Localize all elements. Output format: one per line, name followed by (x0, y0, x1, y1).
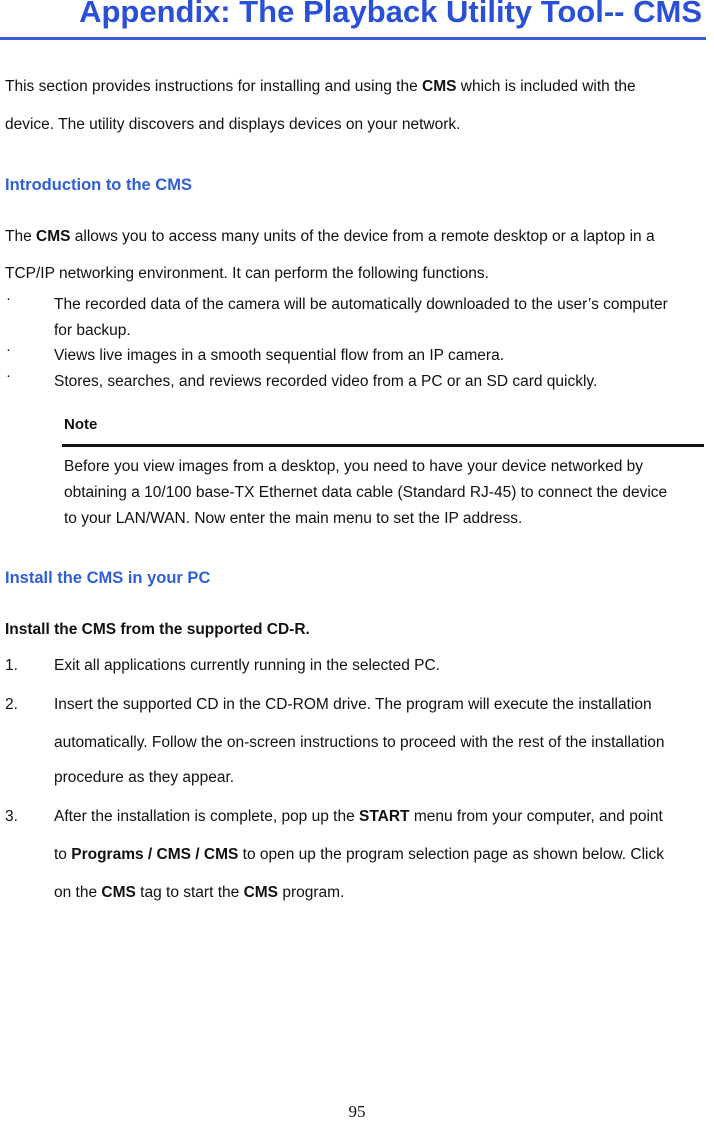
step-2-line-1: Insert the supported CD in the CD-ROM drive. The program will execute the installation (54, 696, 652, 713)
step-number-3: 3. (5, 808, 18, 825)
note-line-3: to your LAN/WAN. Now enter the main menu to set the IP address. (64, 510, 523, 527)
bullet-mark: · (6, 367, 11, 384)
step-3-bold: CMS (243, 884, 279, 901)
step-3-text: on the (54, 884, 102, 901)
intro-text: This section provides instructions for installing and using the (5, 78, 422, 95)
step-number-2: 2. (5, 696, 18, 713)
step-2-line-2: automatically. Follow the on-screen instructions to proceed with the rest of the installation (54, 734, 665, 751)
intro-line-1 (5, 78, 636, 96)
bullet-item-2: Views live images in a smooth sequential flow from an IP camera. (54, 347, 504, 364)
section1-text: allows you to access many units of the device from a remote desktop or a laptop in a (70, 228, 655, 245)
intro-line-2: device. The utility discovers and displays devices on your network. (5, 116, 461, 133)
section1-bold: CMS (36, 228, 71, 245)
step-3-text: to open up the program selection page as shown below. Click (238, 846, 664, 863)
step-3-text: to (54, 846, 72, 863)
step-3-line-3 (54, 884, 344, 902)
bullet-mark: · (6, 341, 11, 358)
section-heading-install: Install the CMS in your PC (5, 569, 211, 587)
step-3-bold: Programs / CMS / CMS (71, 846, 239, 863)
install-subheading: Install the CMS from the supported CD-R. (5, 621, 310, 638)
section1-text: The (5, 228, 37, 245)
step-3-line-1 (54, 808, 663, 826)
section1-line-2: TCP/IP networking environment. It can perform the following functions. (5, 265, 489, 282)
note-line-2: obtaining a 10/100 base-TX Ethernet data cable (Standard RJ-45) to connect the device (64, 484, 668, 501)
step-3-bold: START (359, 808, 410, 825)
bullet-item-3: Stores, searches, and reviews recorded video from a PC or an SD card quickly. (54, 373, 598, 390)
step-1-text: Exit all applications currently running in the selected PC. (54, 657, 440, 674)
bullet-item-1-cont: for backup. (54, 322, 131, 339)
note-line-1: Before you view images from a desktop, you need to have your device networked by (64, 458, 643, 475)
step-3-text: menu from your computer, and point (409, 808, 663, 825)
section-heading-introduction: Introduction to the CMS (5, 176, 192, 194)
step-2-line-3: procedure as they appear. (54, 769, 235, 786)
page-number: 95 (348, 1102, 366, 1121)
step-3-text: program. (278, 884, 345, 901)
step-3-line-2 (54, 846, 664, 864)
page-title: Appendix: The Playback Utility Tool-- CMS (79, 0, 702, 29)
intro-bold: CMS (422, 78, 457, 95)
bullet-mark: · (6, 290, 11, 307)
bullet-item-1: The recorded data of the camera will be automatically downloaded to the user’s computer (54, 296, 668, 313)
note-label: Note (64, 416, 98, 433)
page-title-bar (0, 0, 706, 40)
step-3-text: tag to start the (135, 884, 244, 901)
step-3-bold: CMS (101, 884, 136, 901)
step-number-1: 1. (5, 657, 18, 674)
note-divider (62, 444, 704, 447)
section1-line-1 (5, 228, 655, 246)
intro-text: which is included with the (456, 78, 636, 95)
step-3-text: After the installation is complete, pop up the (54, 808, 360, 825)
